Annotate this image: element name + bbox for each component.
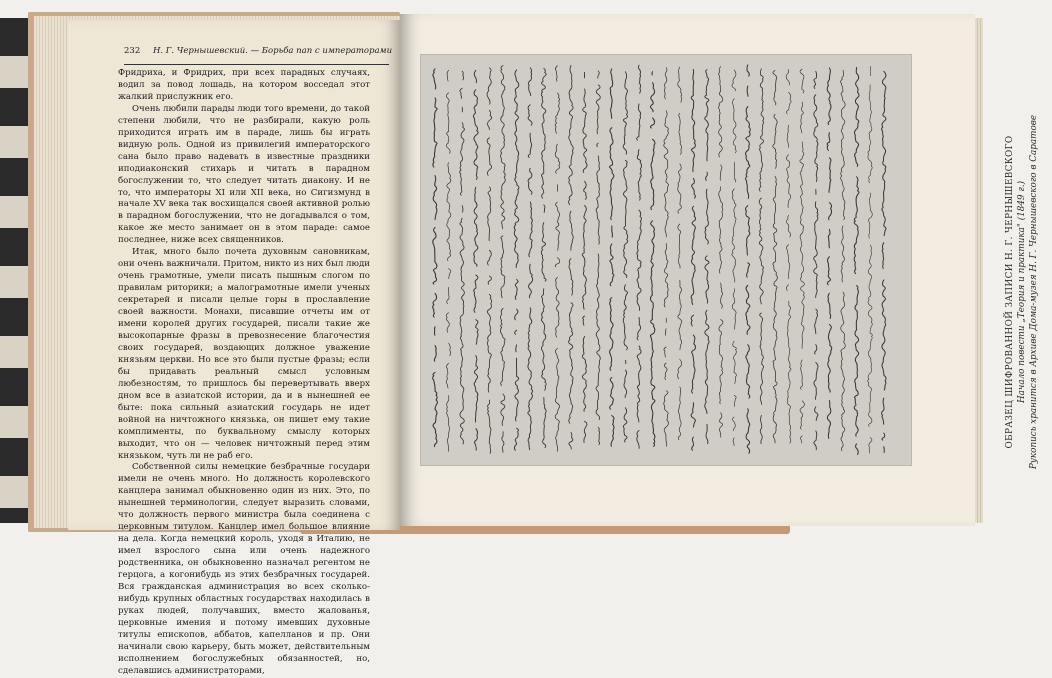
handwriting-line [623,72,628,442]
handwriting-line [664,68,669,456]
handwritten-manuscript-image [421,55,911,465]
handwriting-line [596,71,600,445]
handwriting-line [800,69,805,455]
handwriting-line [650,72,655,447]
running-head-title: Н. Г. Чернышевский. — Борьба пап с императорами [152,46,393,56]
handwriting-line [446,70,451,451]
handwriting-line [868,66,873,453]
handwriting-line [732,70,737,446]
page-number: 232 [124,46,141,56]
handwriting-line [719,67,723,445]
handwriting-line [827,68,832,446]
handwriting-line [854,68,859,455]
handwriting-line [460,71,465,444]
handwriting-line [678,67,682,446]
handwriting-line [705,70,709,444]
paragraph: Фридриха, и Фридрих, при всех парадных случаях, водил за повод лошадь, на котором восседал этот жалкий прислужник его. [118,68,370,102]
handwriting-line [433,69,438,447]
handwriting-line [528,68,533,450]
handwriting-line [582,72,587,451]
handwriting-line [555,66,560,452]
caption-source: Рукопись хранится в Архиве Дома-музея Н. Г. Чернышевского в Саратове [1029,114,1039,470]
manuscript-plate [421,55,911,465]
handwriting-line [882,71,886,452]
handwriting-line [691,70,696,451]
handwriting-line [487,68,492,454]
right-page-leaves [975,18,983,523]
paragraph: Собственной силы немецкие безбрачные государи имели не очень много. Но должность королевского канцлера занимал обыкновенно один из них. Это, по нынешней терминологии, следует выразить словами, что должность первого министра была соединена с церковным титулом. Канцлер имел большое влияние на дела. Когда немецкий король, уходя в Италию, не имел взрослого сына или очень надежного родственника, он обыкновенно назначал регентом не герцога, а когонибудь из этих безбрачных государей. Вся гражданская администрация во всех сколько-нибудь крупных областных государствах находилась в руках людей, получавших, вместо жалованья, церковные имения и потому имевших духовные титулы епископов, аббатов, капелланов и пр. Они начинали свою карьеру, быть может, действительным исполнением богослужебных обязанностей, но, сделавшись администраторами, [118,462,370,676]
caption-subtitle: Начало повести „Теория и практика" (1849 г.) [1017,180,1027,404]
handwriting-line [841,70,846,450]
body-text [118,68,370,676]
handwriting-line [746,65,751,461]
caption-title: ОБРАЗЕЦ ШИФРОВАННОЙ ЗАПИСИ Н. Г. ЧЕРНЫШЕВСКОГО [1005,135,1015,449]
paragraph: Очень любили парады люди того времени, до такой степени любили, что не разбирали, какую роль приходится играть им в параде, лишь бы играть видную роль. Одной из привилегий императорского сана было право надевать в известные праздники иподиаконский стихарь и читать в парадном богослужении то, что следует читать диакону. И не то, что императоры XI или XII века, но Сигизмунд в начале XV века так восхищался своей активной ролью в парадном богослужении, что не догадывался о том, какое же место занимает он в этом параде: самое последнее, ниже всех священников. [118,103,370,246]
running-head [124,46,393,65]
handwriting-line [759,69,764,444]
handwriting-line [773,71,778,450]
handwriting-line [473,70,478,450]
paragraph: Итак, много было почета духовным сановникам, они очень важничали. Притом, никто из них был люди очень грамотные, умели писать пышным слогом по правилам риторики; а малограмотные имели ученых секретарей и писали целые горы в прославление своей важности. Монахи, писавшие отчеты им от имени королей других государей, писали такие же высокопарные фразы в превознесение благочестия своих государей, воздающих должное уважение князьям церкви. Но все это были пустые фразы; если бы придавать реальный смысл условным любезностям, то пришлось бы перевертывать вверх дном все в азиатской истории, да и в нынешней ее быте: пока сильный азиатский государь не идет войной на ничтожного князька, он пишет ему такие комплименты, по буквальному смыслу которых выходит, что он — человек ничтожный перед этим князьком, чуть ли не раб его. [118,247,370,461]
plate-caption [992,82,1052,502]
handwriting-line [786,70,791,444]
handwriting-line [541,68,546,447]
handwriting-line [637,65,642,448]
handwriting-line [814,71,818,456]
handwriting-line [514,70,519,451]
handwriting-line [610,69,614,446]
handwriting-line [500,66,505,453]
handwriting-line [569,65,574,449]
